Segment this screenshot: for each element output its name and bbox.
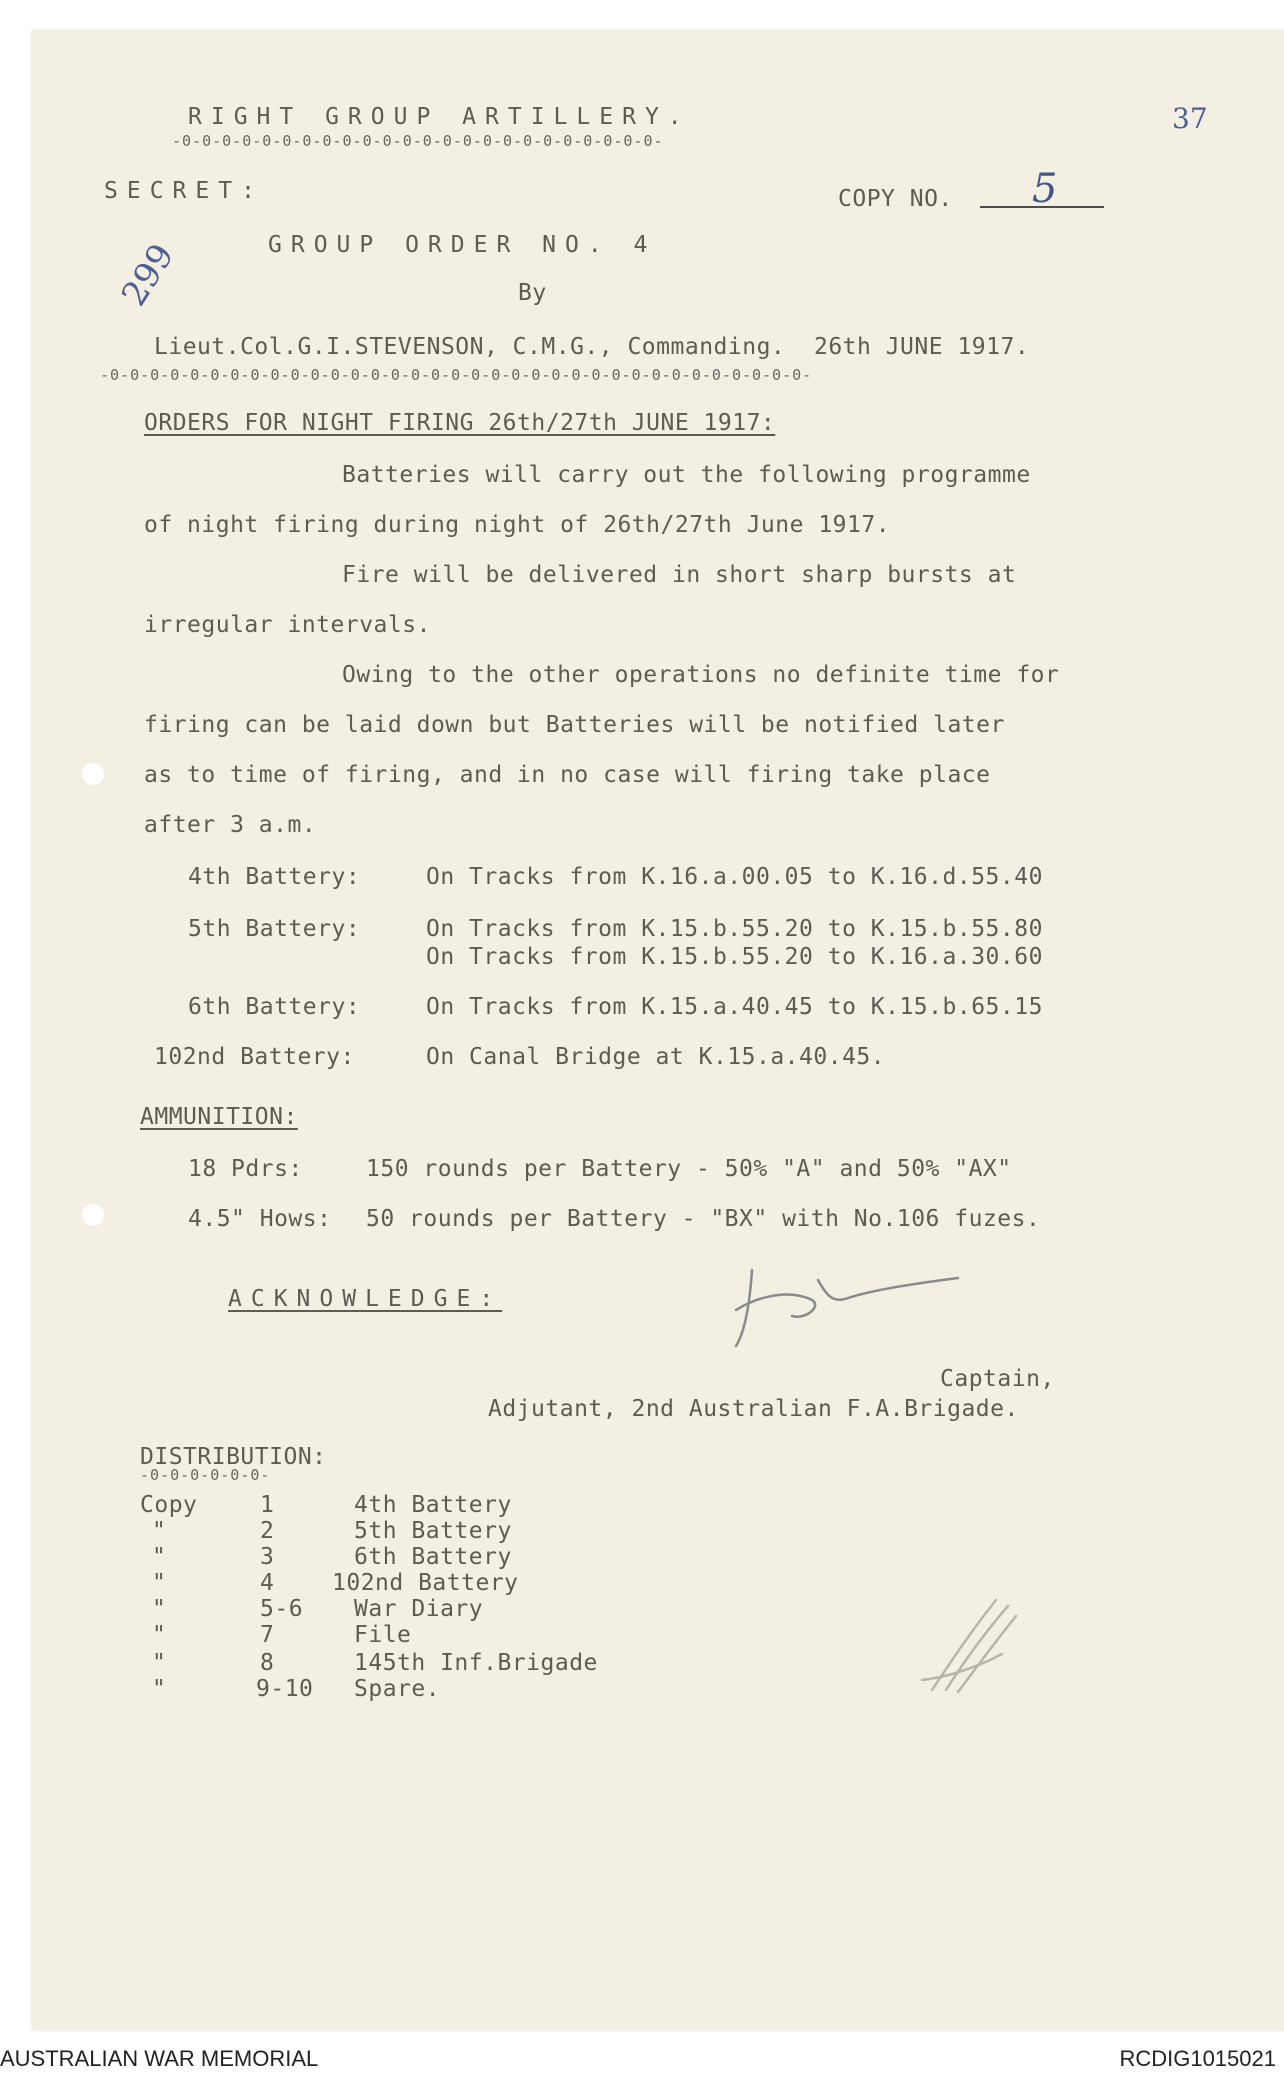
- distribution-copy-label: ": [152, 1544, 167, 1570]
- orders-para2-line2: irregular intervals.: [144, 612, 431, 638]
- distribution-recipient: War Diary: [354, 1596, 484, 1622]
- footer-reference: RCDIG1015021: [1119, 2046, 1276, 2071]
- distribution-copy-number: 4: [260, 1570, 275, 1596]
- distribution-copy-number: 1: [260, 1492, 275, 1518]
- orders-para2-line1: Fire will be delivered in short sharp bursts at: [342, 562, 1017, 588]
- document-sheet: [32, 30, 1284, 2030]
- task-target: On Canal Bridge at K.15.a.40.45.: [426, 1044, 886, 1070]
- secret-marking: SECRET:: [104, 178, 264, 204]
- orders-para3-line2: firing can be laid down but Batteries will be notified later: [144, 712, 1005, 738]
- distribution-copy-number: 8: [260, 1650, 275, 1676]
- distribution-copy-number: 5-6: [260, 1596, 304, 1622]
- distribution-copy-label: ": [152, 1570, 167, 1596]
- distribution-recipient: 5th Battery: [354, 1518, 512, 1544]
- distribution-copy-label: Copy: [140, 1492, 198, 1518]
- copy-number: 5: [1032, 166, 1058, 212]
- title-rule: -0-0-0-0-0-0-0-0-0-0-0-0-0-0-0-0-0-0-0-0-0-0-0-0-: [172, 132, 664, 150]
- distribution-copy-number: 7: [260, 1622, 275, 1648]
- group-title: RIGHT GROUP ARTILLERY.: [188, 104, 691, 130]
- page-number: 37: [1172, 102, 1208, 135]
- folio-stamp: 299: [114, 236, 183, 314]
- order-issuer: Lieut.Col.G.I.STEVENSON, C.M.G., Commanding. 26th JUNE 1917.: [154, 334, 1030, 360]
- orders-para1-line2: of night firing during night of 26th/27th June 1917.: [144, 512, 891, 538]
- distribution-recipient: 6th Battery: [354, 1544, 512, 1570]
- initials-mark: [912, 1590, 1032, 1700]
- task-target: On Tracks from K.15.a.40.45 to K.15.b.65.15: [426, 994, 1043, 1020]
- distribution-recipient: 4th Battery: [354, 1492, 512, 1518]
- distribution-copy-label: ": [152, 1622, 167, 1648]
- distribution-copy-label: ": [152, 1676, 167, 1702]
- acknowledge: ACKNOWLEDGE:: [228, 1286, 503, 1312]
- task-target: On Tracks from K.15.b.55.20 to K.15.b.55.80: [426, 916, 1043, 942]
- distribution-heading: DISTRIBUTION:: [140, 1444, 327, 1470]
- distribution-copy-number: 2: [260, 1518, 275, 1544]
- distribution-copy-number: 3: [260, 1544, 275, 1570]
- distribution-recipient: 145th Inf.Brigade: [354, 1650, 598, 1676]
- signature-rank: Captain,: [940, 1366, 1055, 1392]
- punch-hole: [82, 763, 104, 785]
- handwritten-signature: [722, 1250, 962, 1360]
- order-by: By: [518, 280, 547, 306]
- task-battery: 6th Battery:: [188, 994, 361, 1020]
- distribution-recipient: 102nd Battery: [332, 1570, 519, 1596]
- orders-para3-line3: as to time of firing, and in no case will firing take place: [144, 762, 991, 788]
- copy-label: COPY NO.: [838, 186, 953, 212]
- orders-para1-line1: Batteries will carry out the following programme: [342, 462, 1031, 488]
- distribution-rule: -0-0-0-0-0-0-: [140, 1466, 271, 1484]
- orders-para3-line1: Owing to the other operations no definite time for: [342, 662, 1060, 688]
- distribution-copy-label: ": [152, 1596, 167, 1622]
- footer-institution: AUSTRALIAN WAR MEMORIAL: [0, 2046, 319, 2071]
- task-battery: 4th Battery:: [188, 864, 361, 890]
- issuer-rule: -0-0-0-0-0-0-0-0-0-0-0-0-0-0-0-0-0-0-0-0-0-0-0-0-0-0-0-0-0-0-0-0-0-0-0-: [100, 366, 813, 384]
- distribution-recipient: File: [354, 1622, 412, 1648]
- task-target: On Tracks from K.16.a.00.05 to K.16.d.55.40: [426, 864, 1043, 890]
- distribution-recipient: Spare.: [354, 1676, 441, 1702]
- distribution-copy-number: 9-10: [256, 1676, 314, 1702]
- ammunition-gun: 4.5" Hows:: [188, 1206, 332, 1232]
- task-battery: 102nd Battery:: [154, 1044, 355, 1070]
- orders-para3-line4: after 3 a.m.: [144, 812, 317, 838]
- ammunition-detail: 150 rounds per Battery - 50% "A" and 50% "AX": [366, 1156, 1012, 1182]
- ammunition-detail: 50 rounds per Battery - "BX" with No.106 fuzes.: [366, 1206, 1041, 1232]
- punch-hole: [82, 1204, 104, 1226]
- ammunition-gun: 18 Pdrs:: [188, 1156, 303, 1182]
- task-battery: 5th Battery:: [188, 916, 361, 942]
- distribution-copy-label: ": [152, 1518, 167, 1544]
- order-title: GROUP ORDER NO. 4: [268, 232, 657, 258]
- signature-appointment: Adjutant, 2nd Australian F.A.Brigade.: [488, 1396, 1019, 1422]
- task-target: On Tracks from K.15.b.55.20 to K.16.a.30.60: [426, 944, 1043, 970]
- ammunition-heading: AMMUNITION:: [140, 1104, 298, 1130]
- orders-heading: ORDERS FOR NIGHT FIRING 26th/27th JUNE 1917:: [144, 410, 776, 436]
- distribution-copy-label: ": [152, 1650, 167, 1676]
